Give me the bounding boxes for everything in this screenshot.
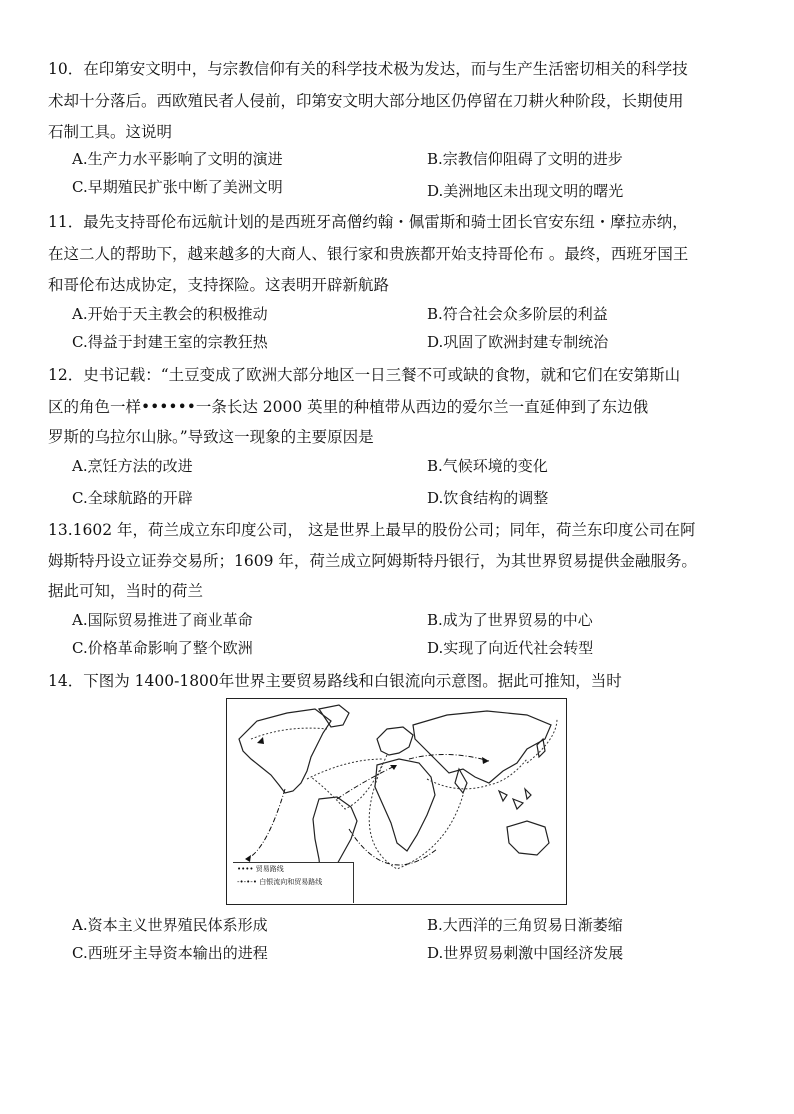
question-12-line-2: 区的角色一样••••••一条长达 2000 英里的种植带从西边的爱尔兰一直延伸到了东边俄 (48, 398, 649, 416)
silver-asia-route (409, 754, 489, 761)
q10-option-d[interactable]: D.美洲地区未出现文明的曙光 (427, 182, 624, 200)
triangle-route (311, 763, 383, 809)
question-12-line-1: 12．史书记载：“土豆变成了欧洲大部分地区一日三餐不可或缺的食物，就和它们在安第斯山 (48, 366, 681, 384)
india-outline (455, 769, 467, 793)
q11-option-c[interactable]: C.得益于封建王室的宗教狂热 (72, 333, 268, 351)
greenland-outline (319, 705, 349, 727)
question-11-line-3: 和哥伦布达成协定，支持探险。这表明开辟新航路 (48, 276, 390, 294)
world-trade-map (226, 698, 567, 905)
question-14-line-1: 14．下图为 1400-1800年世界主要贸易路线和白银流向示意图。据此可推知，当时 (48, 672, 622, 690)
q14-option-c[interactable]: C.西班牙主导资本输出的进程 (72, 944, 268, 962)
question-13-line-1: 13.1602 年，荷兰成立东印度公司， 这是世界上最早的股份公司；同年，荷兰东印度公司在阿 (48, 521, 696, 539)
question-10-line-1: 10．在印第安文明中，与宗教信仰有关的科学技术极为发达，而与生产生活密切相关的科学技 (48, 60, 688, 78)
q11-option-a[interactable]: A.开始于天主教会的积极推动 (72, 305, 268, 323)
arrow-head (245, 855, 251, 862)
q12-option-b[interactable]: B.气候环境的变化 (427, 457, 548, 475)
q12-option-c[interactable]: C.全球航路的开辟 (72, 489, 193, 507)
q13-option-c[interactable]: C.价格革命影响了整个欧洲 (72, 639, 253, 657)
q14-option-d[interactable]: D.世界贸易刺激中国经济发展 (427, 944, 624, 962)
asia-outline (413, 711, 551, 783)
europe-outline (377, 727, 413, 755)
legend-trade-label: 贸易路线 (255, 865, 284, 873)
legend-silver-label: 白银流向和贸易路线 (259, 878, 323, 886)
silver-pacific-route (247, 789, 285, 859)
japan-outline (537, 739, 545, 757)
indian-ocean-route (427, 759, 527, 789)
question-11-line-2: 在这二人的帮助下，越来越多的大商人、银行家和贵族都开始支持哥伦布 。最终，西班牙国王 (48, 245, 689, 263)
q10-option-c[interactable]: C.早期殖民扩张中断了美洲文明 (72, 178, 283, 196)
q12-option-a[interactable]: A.烹饪方法的改进 (72, 457, 193, 475)
atlantic-route (307, 759, 383, 779)
arrow-head (482, 757, 489, 764)
q11-option-d[interactable]: D.巩固了欧洲封建专制统治 (427, 333, 609, 351)
trade-routes (251, 719, 557, 869)
legend-trade-routes: •••• 贸易路线 (237, 865, 284, 873)
q11-option-b[interactable]: B.符合社会众多阶层的利益 (427, 305, 608, 323)
silver-atlantic-route (337, 765, 397, 799)
question-10-line-3: 石制工具。这说明 (48, 123, 173, 141)
map-legend (233, 862, 354, 903)
q13-option-a[interactable]: A.国际贸易推进了商业革命 (72, 611, 253, 629)
question-13-line-3: 据此可知，当时的荷兰 (48, 582, 204, 600)
q10-option-a[interactable]: A.生产力水平影响了文明的演进 (72, 150, 283, 168)
africa-outline (375, 759, 435, 851)
q10-option-b[interactable]: B.宗教信仰阻碍了文明的进步 (427, 150, 623, 168)
legend-silver-routes: -•-•-• 白银流向和贸易路线 (237, 878, 323, 886)
australia-outline (507, 821, 549, 855)
silver-routes (247, 754, 489, 865)
q13-option-b[interactable]: B.成为了世界贸易的中心 (427, 611, 593, 629)
question-13-line-2: 姆斯特丹设立证券交易所；1609 年，荷兰成立阿姆斯特丹银行，为其世界贸易提供金融服务。 (48, 552, 697, 570)
islands-outline (499, 789, 531, 809)
q12-option-d[interactable]: D.饮食结构的调整 (427, 489, 549, 507)
north-america-outline (239, 709, 331, 793)
q14-option-b[interactable]: B.大西洋的三角贸易日渐萎缩 (427, 916, 623, 934)
question-12-line-3: 罗斯的乌拉尔山脉。”导致这一现象的主要原因是 (48, 428, 374, 446)
q14-option-a[interactable]: A.资本主义世界殖民体系形成 (72, 916, 268, 934)
q13-option-d[interactable]: D.实现了向近代社会转型 (427, 639, 594, 657)
question-10-line-2: 术却十分落后。西欧殖民者人侵前，印第安文明大部分地区仍停留在刀耕火种阶段，长期使用 (48, 92, 684, 110)
silver-south-route (349, 829, 437, 865)
arrow-head (257, 737, 264, 744)
arctic-route (251, 728, 327, 739)
question-11-line-1: 11．最先支持哥伦布远航计划的是西班牙高僧约翰・佩雷斯和骑士团长官安东纽・摩拉赤纳， (48, 213, 688, 231)
